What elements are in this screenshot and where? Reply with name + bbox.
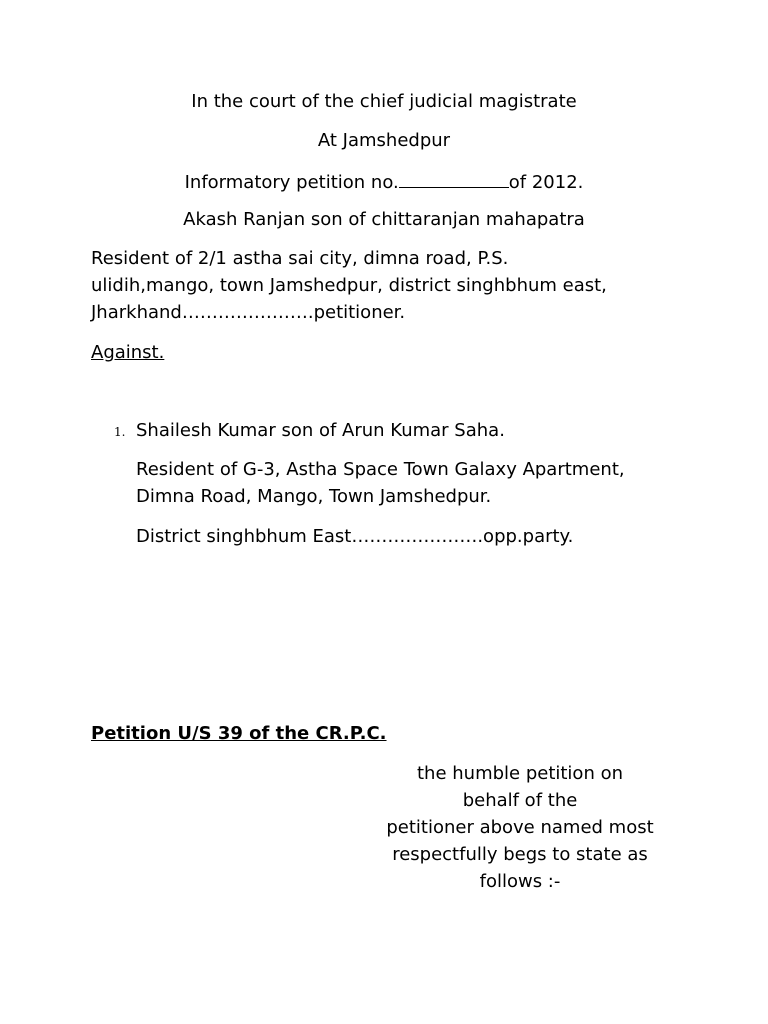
closing-line: behalf of the [462, 790, 578, 811]
against-label: Against. [91, 342, 165, 363]
closing-line: respectfully begs to state as [392, 844, 648, 865]
court-location: At Jamshedpur [317, 130, 451, 151]
petitioner-address-line-3: Jharkhand………………….petitioner. [91, 302, 406, 323]
closing-paragraph [370, 760, 670, 895]
petition-number-suffix: of 2012. [508, 172, 584, 193]
petition-number-line [0, 171, 768, 193]
closing-line: the humble petition on [416, 763, 623, 784]
opp-party-name: Shailesh Kumar son of Arun Kumar Saha. [136, 420, 505, 441]
opp-party-address-line-1: Resident of G-3, Astha Space Town Galaxy Apartment, [136, 459, 625, 480]
court-title: In the court of the chief judicial magistrate [191, 91, 577, 112]
opp-party-address-line-2: Dimna Road, Mango, Town Jamshedpur. [136, 486, 492, 507]
petitioner-address-line-1: Resident of 2/1 astha sai city, dimna road, P.S. [91, 248, 509, 269]
closing-line: petitioner above named most [386, 817, 654, 838]
petitioner-address-line-2: ulidih,mango, town Jamshedpur, district singhbhum east, [91, 275, 607, 296]
closing-line: follows :- [479, 871, 561, 892]
petition-heading: Petition U/S 39 of the CR.P.C. [91, 723, 387, 744]
opp-party-list-number: 1. [114, 425, 126, 439]
petition-number-prefix: Informatory petition no. [184, 172, 399, 193]
petition-number-blank [399, 171, 509, 188]
opp-party-district: District singhbhum East………………….opp.party. [136, 526, 574, 547]
petitioner-name: Akash Ranjan son of chittaranjan mahapatra [183, 209, 585, 230]
